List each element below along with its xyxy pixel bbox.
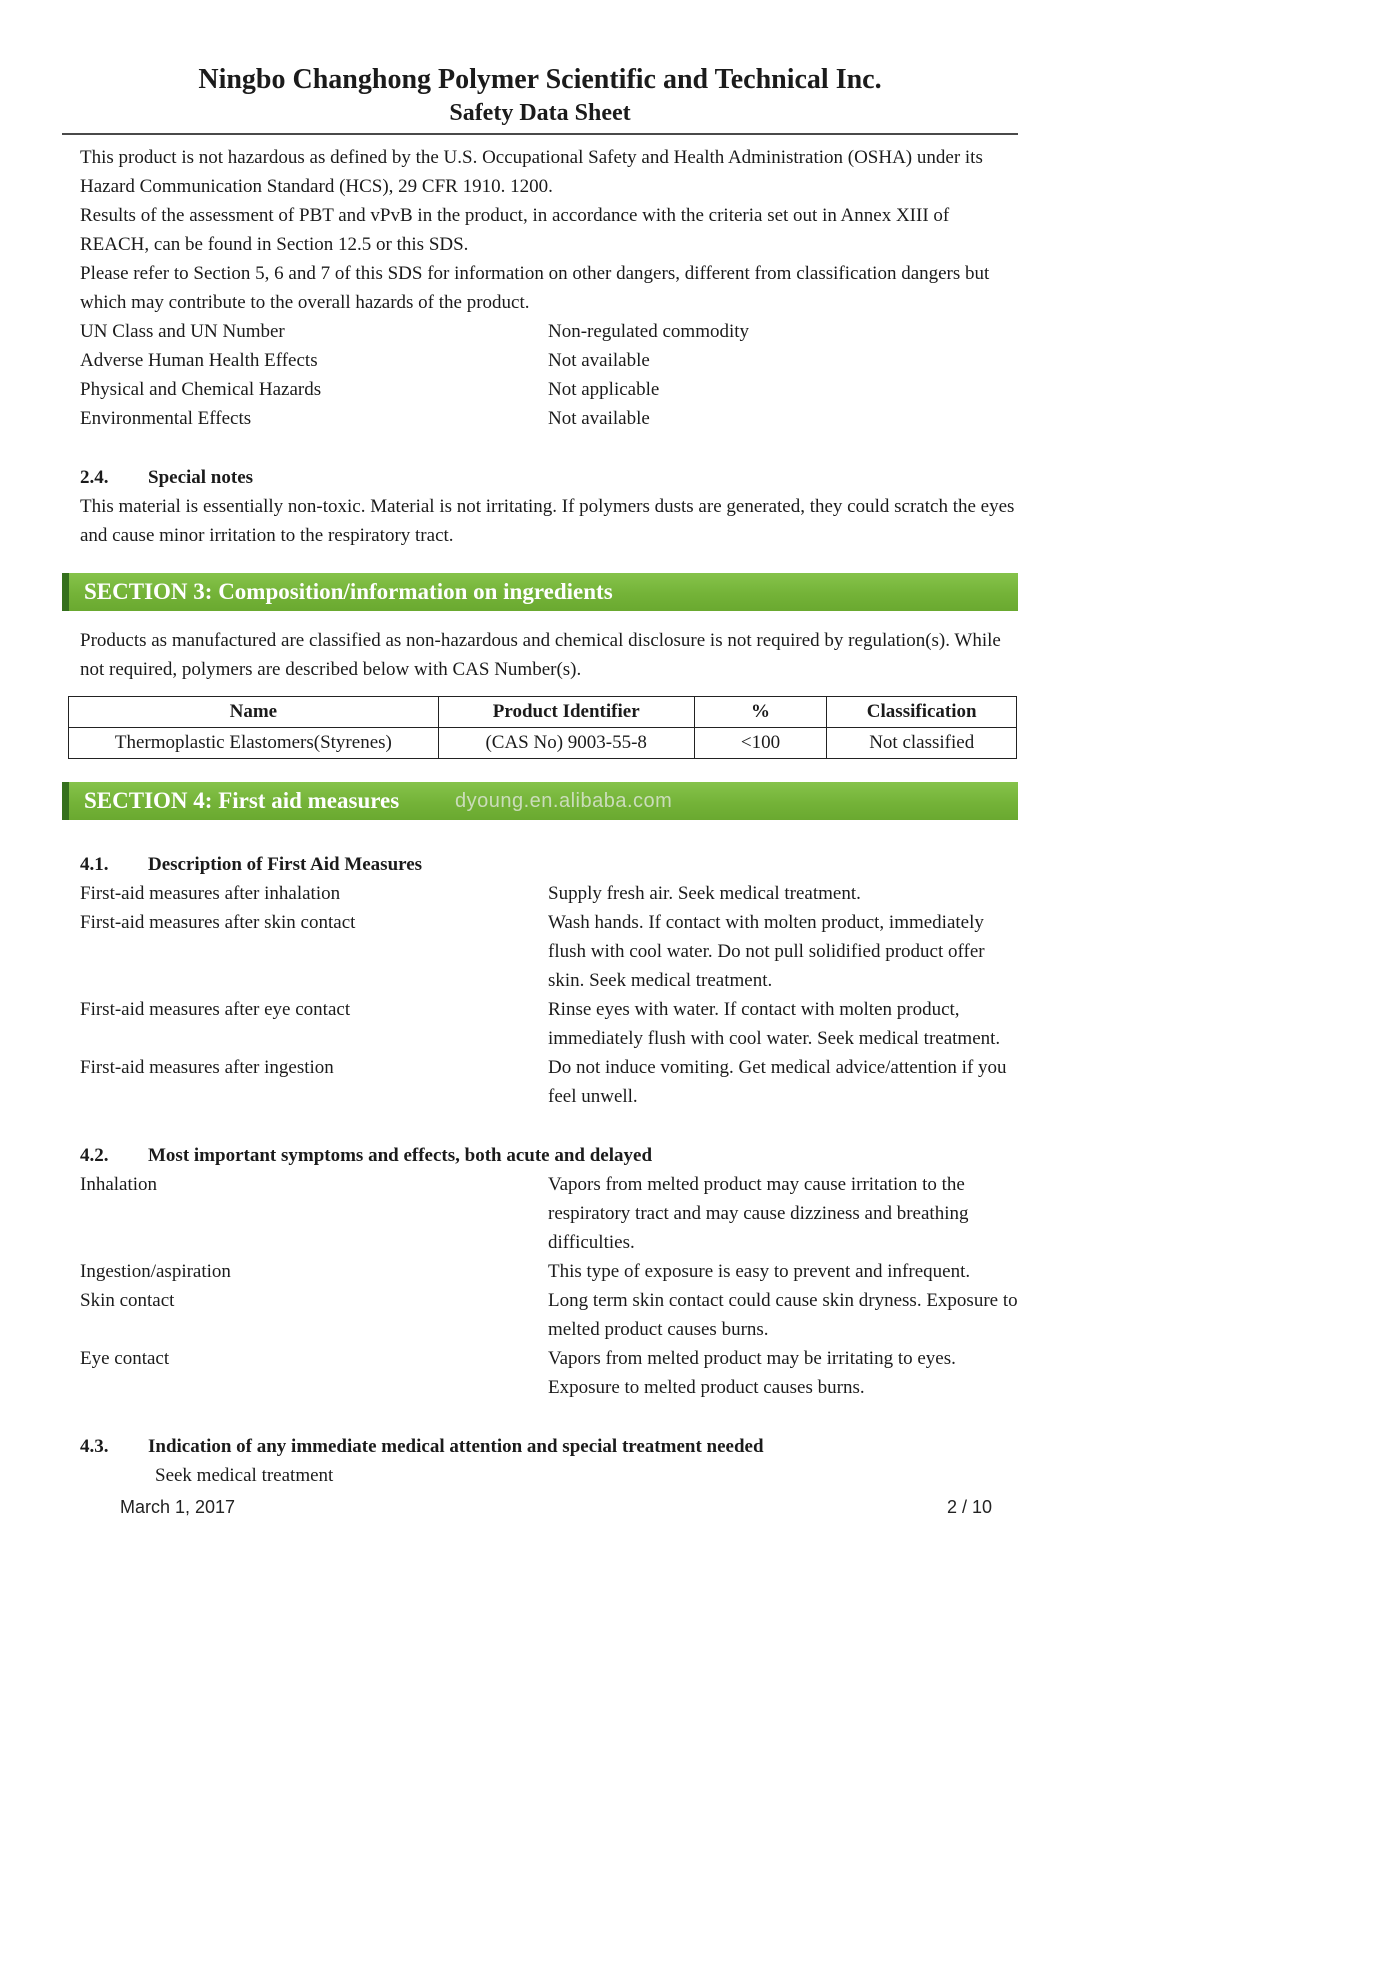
column-header-name: Name xyxy=(69,697,439,728)
intro-paragraph-3: Please refer to Section 5, 6 and 7 of this SDS for information on other dangers, different from classification dangers but which may contribute to the overall hazards of the product. xyxy=(80,263,990,313)
symptom-row-inhalation xyxy=(62,1170,1018,1257)
hazard-value: Not available xyxy=(548,408,650,429)
section-4-3-body: Seek medical treatment xyxy=(155,1465,334,1486)
intro-paragraph-2: Results of the assessment of PBT and vPvB in the product, in accordance with the criteria set out in Annex XIII of REACH, can be found in Section 12.5 or this SDS. xyxy=(80,205,950,255)
hazard-summary-list xyxy=(62,317,1018,433)
first-aid-row-skin-contact xyxy=(62,908,1018,995)
symptom-label: Skin contact xyxy=(80,1290,175,1311)
footer-page-number: 2 / 10 xyxy=(946,1497,992,1517)
section-4-2 xyxy=(62,1141,1018,1402)
column-header-classification: Classification xyxy=(827,697,1017,728)
first-aid-row-eye-contact xyxy=(62,995,1018,1053)
page-footer xyxy=(62,1494,1018,1520)
symptom-row-skin-contact xyxy=(62,1286,1018,1344)
section-4-3 xyxy=(62,1432,1018,1490)
first-aid-row-ingestion xyxy=(62,1053,1018,1111)
company-title: Ningbo Changhong Polymer Scientific and Technical Inc. xyxy=(198,64,882,95)
section-title: Most important symptoms and effects, both acute and delayed xyxy=(148,1145,653,1166)
symptom-label: Eye contact xyxy=(80,1348,170,1369)
hazard-label: UN Class and UN Number xyxy=(80,321,285,342)
section-title: Indication of any immediate medical attention and special treatment needed xyxy=(148,1436,764,1457)
section-4-banner xyxy=(62,782,1018,820)
symptom-value: This type of exposure is easy to prevent and infrequent. xyxy=(548,1261,971,1282)
composition-table-header-row xyxy=(69,697,1017,728)
section-4-2-heading xyxy=(62,1141,1018,1170)
section-title: Description of First Aid Measures xyxy=(148,854,423,875)
symptom-label: Ingestion/aspiration xyxy=(80,1261,231,1282)
hazard-label: Physical and Chemical Hazards xyxy=(80,379,322,400)
section-number: 2.4. xyxy=(80,467,109,488)
hazard-row-physical-chemical xyxy=(62,375,1018,404)
first-aid-value: Supply fresh air. Seek medical treatment. xyxy=(548,883,861,904)
symptom-value: Long term skin contact could cause skin dryness. Exposure to melted product causes burns. xyxy=(548,1290,1018,1340)
section-4-banner-title: SECTION 4: First aid measures xyxy=(84,788,400,813)
symptom-value: Vapors from melted product may cause irritation to the respiratory tract and may cause dizziness and breathing difficulties. xyxy=(548,1174,969,1253)
section-3-intro: Products as manufactured are classified as non-hazardous and chemical disclosure is not required by regulation(s). While not required, polymers are described below with CAS Number(s). xyxy=(80,630,1001,680)
symptom-row-ingestion xyxy=(62,1257,1018,1286)
first-aid-label: First-aid measures after skin contact xyxy=(80,912,356,933)
hazard-value: Not available xyxy=(548,350,650,371)
hazard-value: Not applicable xyxy=(548,379,660,400)
first-aid-label: First-aid measures after eye contact xyxy=(80,999,351,1020)
first-aid-label: First-aid measures after ingestion xyxy=(80,1057,334,1078)
document-title: Safety Data Sheet xyxy=(449,100,631,126)
symptom-value: Vapors from melted product may be irritating to eyes. Exposure to melted product causes burns. xyxy=(548,1348,956,1398)
symptom-label: Inhalation xyxy=(80,1174,158,1195)
composition-table xyxy=(68,696,1017,759)
section-3-banner xyxy=(62,573,1018,611)
section-number: 4.1. xyxy=(80,854,109,875)
cell-name: Thermoplastic Elastomers(Styrenes) xyxy=(69,728,439,759)
first-aid-row-inhalation xyxy=(62,879,1018,908)
intro-paragraph-1: This product is not hazardous as defined by the U.S. Occupational Safety and Health Administration (OSHA) under its Hazard Communication Standard (HCS), 29 CFR 1910. 1200. xyxy=(80,147,983,197)
hazard-row-environmental xyxy=(62,404,1018,433)
document-header xyxy=(62,0,1018,135)
hazard-value: Non-regulated commodity xyxy=(548,321,750,342)
section-4-3-heading xyxy=(62,1432,1018,1461)
section-title: Special notes xyxy=(148,467,254,488)
watermark-text: dyoung.en.alibaba.com xyxy=(455,790,673,812)
footer-date: March 1, 2017 xyxy=(120,1497,236,1517)
column-header-percent: % xyxy=(694,697,827,728)
first-aid-value: Wash hands. If contact with molten product, immediately flush with cool water. Do not pull solidified product offer skin. Seek medical treatment. xyxy=(548,912,985,991)
cell-product-identifier: (CAS No) 9003-55-8 xyxy=(438,728,694,759)
hazard-row-human-health xyxy=(62,346,1018,375)
section-number: 4.2. xyxy=(80,1145,109,1166)
document-content-area xyxy=(62,0,1018,1520)
cell-percent: <100 xyxy=(694,728,827,759)
document-body xyxy=(62,135,1018,1520)
hazard-label: Environmental Effects xyxy=(80,408,252,429)
section-3-banner-title: SECTION 3: Composition/information on ingredients xyxy=(84,579,613,604)
section-4-1-heading xyxy=(62,850,1018,879)
hazard-label: Adverse Human Health Effects xyxy=(80,350,318,371)
section-2-4-body: This material is essentially non-toxic. Material is not irritating. If polymers dusts are generated, they could scratch the eyes and cause minor irritation to the respiratory tract. xyxy=(80,496,1015,546)
first-aid-value: Rinse eyes with water. If contact with molten product, immediately flush with cool water. Seek medical treatment. xyxy=(548,999,1001,1049)
section-4-1 xyxy=(62,850,1018,1111)
first-aid-value: Do not induce vomiting. Get medical advice/attention if you feel unwell. xyxy=(548,1057,1007,1107)
column-header-product-identifier: Product Identifier xyxy=(438,697,694,728)
section-2-4-heading xyxy=(62,463,1018,492)
section-number: 4.3. xyxy=(80,1436,109,1457)
cell-classification: Not classified xyxy=(827,728,1017,759)
hazard-row-un-class xyxy=(62,317,1018,346)
table-row xyxy=(69,728,1017,759)
first-aid-label: First-aid measures after inhalation xyxy=(80,883,341,904)
section-2-4 xyxy=(62,463,1018,550)
symptom-row-eye-contact xyxy=(62,1344,1018,1402)
